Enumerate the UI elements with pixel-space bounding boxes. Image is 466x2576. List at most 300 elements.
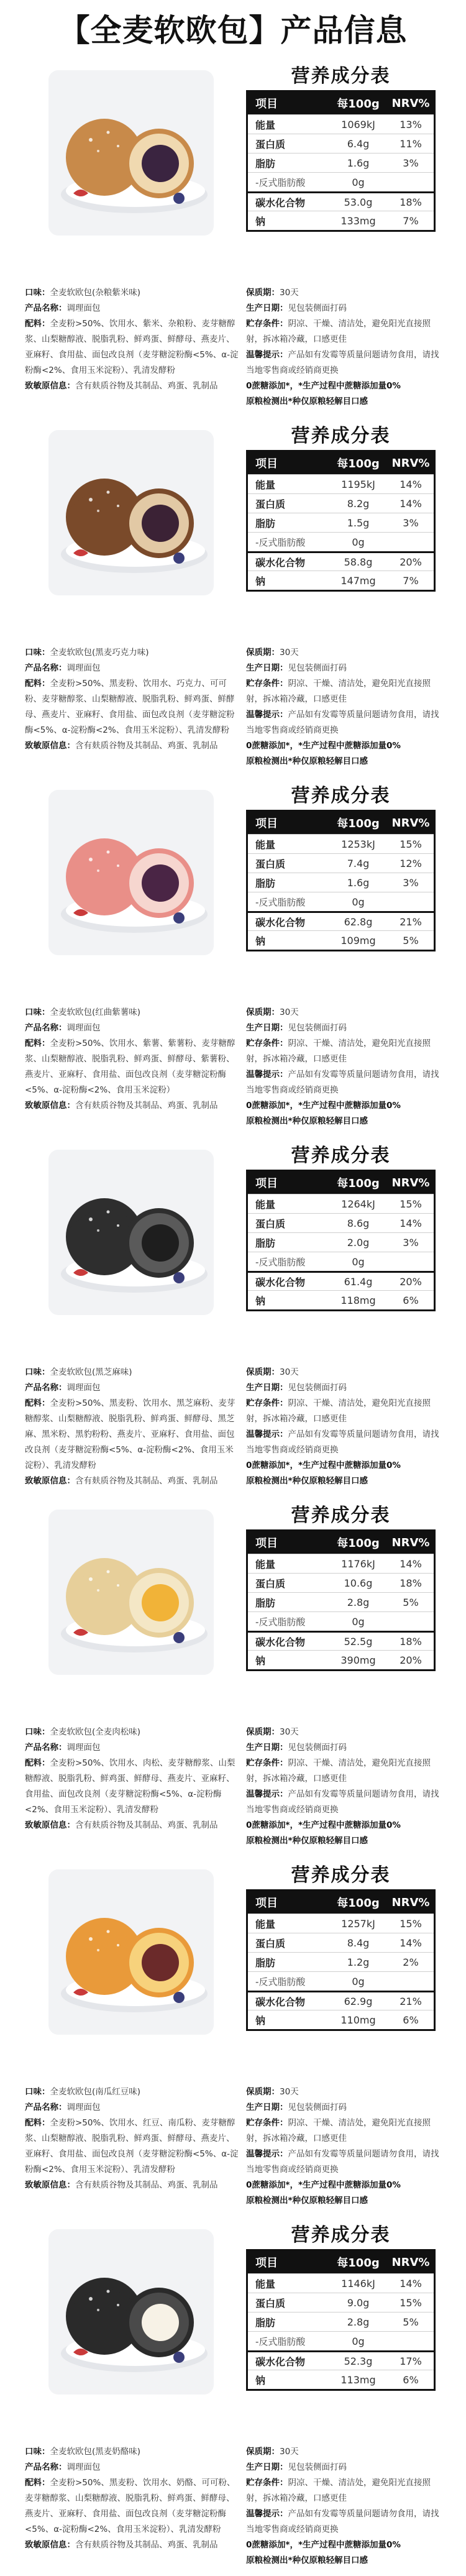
allergen-check-label: 原粮检测出 [246,2555,288,2565]
row-protein [248,1213,434,1232]
nutrient-value: 1195kJ [341,478,375,490]
shelf-value: 30天 [280,288,299,298]
ingredients-label: 配料： [25,2118,50,2128]
nutrient-value: 58.8g [344,556,373,568]
nutrient-nrv: 3% [403,1236,419,1249]
ingredients-line [25,2475,239,2537]
name-value: 调理面包 [66,1023,101,1033]
name-label: 产品名称： [25,2102,67,2112]
nutrient-label: 脂肪 [255,1956,276,1969]
storage-value: 阴凉、干燥、清洁处，避免阳光直接照射，拆冰箱冷藏，口感更佳 [246,1038,431,1064]
storage-label: 贮存条件： [246,1758,288,1768]
nutrition-panel [246,2222,436,2391]
bun-illustration [48,790,214,955]
nutrient-value: 110mg [340,2014,376,2026]
nutrient-nrv: 20% [400,556,422,568]
header-item: 项目 [255,457,278,470]
storage-value: 阴凉、干燥、清洁处，避免阳光直接照射，拆冰箱冷藏，口感更佳 [246,1398,431,1424]
flavor-line [25,1725,239,1740]
nutrient-value: 1.6g [347,876,370,889]
prod-date-line [246,661,445,676]
zero-sugar-note: *生产过程中蔗糖添加量0% [298,2540,401,2550]
shelf-label: 保质期： [246,1727,280,1737]
nutrient-nrv: 17% [400,2355,422,2367]
row-protein [248,853,434,873]
name-line [25,661,239,676]
allergen-value: 含有麸质谷物及其制品、鸡蛋、乳制品 [75,741,218,751]
nutrient-value: 0g [352,2335,365,2347]
allergen-check-note: *种仅原粮轻解目口感 [288,2555,368,2565]
nutrient-value: 1.2g [347,1956,370,1968]
flavor-line [25,645,239,661]
prod-date-label: 生产日期： [246,1383,288,1393]
nutrition-title: 营养成分表 [291,1145,391,1167]
allergen-line [25,2178,239,2193]
nutrient-label: 脂肪 [255,1237,276,1249]
nutrition-table-header [248,2251,434,2273]
bun-illustration [48,430,214,595]
flavor-line [25,285,239,301]
allergen-label: 致敏原信息： [25,2180,75,2190]
ingredients-value: 全麦粉>50%、饮用水、紫薯、紫薯粉、麦芽糖醇浆、山梨糖醇液、脱脂乳粉、鲜鸡蛋、鲜酵母、紫薯粉、燕麦片、亚麻籽、食用盐、面包改良剂（麦芽糖淀粉酶<5%、α-淀粉酶<2%、食用玉米淀粉） [25,1038,235,1095]
ingredients-line [25,1036,239,1098]
row-energy [248,114,434,134]
ingredients-value: 全麦粉>50%、黑麦粉、饮用水、巧克力、可可粉、麦芽糖醇浆、山梨糖醇液、脱脂乳粉、鲜鸡蛋、鲜酵母、燕麦片、亚麻籽、食用盐、面包改良剂（麦芽糖淀粉酶<5%、α-淀粉酶<2%、食用玉米淀粉）、乳清发酵粉 [25,679,235,735]
nutrient-nrv: 3% [403,157,419,169]
nutrient-label: 脂肪 [255,1597,276,1609]
bun-illustration [48,1150,214,1315]
allergen-label: 致敏原信息： [25,381,75,391]
zero-sugar-label: 0蔗糖添加*， [246,1101,298,1111]
allergen-check-line [246,754,445,769]
nutrition-panel [246,1862,436,2031]
product-section-4 [0,1135,466,1495]
flavor-line [25,2084,239,2100]
row-fat [248,513,434,532]
nutrient-label: 蛋白质 [255,858,286,870]
nutrition-table [246,1529,436,1671]
header-item: 项目 [255,1897,278,1910]
header-nrv: NRV% [391,2255,430,2269]
header-per100g: 每100g [337,98,380,111]
nutrient-nrv: 2% [403,1956,419,1968]
nutrient-value: 147mg [340,574,376,587]
row-sodium [248,1650,434,1669]
name-line [25,1380,239,1396]
storage-label: 贮存条件： [246,1038,288,1048]
row-sodium [248,1290,434,1309]
header-nrv: NRV% [391,456,430,470]
nutrient-label: 蛋白质 [255,1937,286,1950]
nutrition-title: 营养成分表 [291,2224,391,2246]
product-storage-info [246,1725,445,1849]
name-value: 调理面包 [66,1743,101,1753]
nutrient-value: 10.6g [344,1577,373,1589]
shelf-line [246,645,445,661]
nutrient-label: -反式脂肪酸 [255,536,306,548]
product-section-3 [0,776,466,1135]
allergen-check-label: 原粮检测出 [246,1116,288,1126]
product-photo [48,1869,214,2035]
nutrient-nrv: 15% [400,838,422,850]
nutrition-panel [246,423,436,592]
nutrient-nrv: 15% [400,1917,422,1930]
row-trans-fat [248,2331,434,2350]
product-photo [48,70,214,236]
product-details [25,2084,239,2193]
product-photo [48,1510,214,1675]
nutrient-value: 0g [352,536,365,548]
header-per100g: 每100g [337,2257,380,2270]
row-carbohydrate [248,2350,434,2370]
storage-value: 阴凉、干燥、清洁处，避免阳光直接照射，拆冰箱冷藏，口感更佳 [246,319,431,344]
zero-sugar-note: *生产过程中蔗糖添加量0% [298,741,401,751]
shelf-value: 30天 [280,1727,299,1737]
nutrient-value: 0g [352,1975,365,1987]
warm-value: 产品如有发霉等质量问题请勿食用，请找当地零售商或经销商更换 [246,1429,439,1455]
flavor-label: 口味： [25,2087,50,2097]
allergen-value: 含有麸质谷物及其制品、鸡蛋、乳制品 [75,1820,218,1830]
row-trans-fat [248,1971,434,1991]
allergen-check-line [246,2193,445,2209]
header-item: 项目 [255,817,278,830]
storage-value: 阴凉、干燥、清洁处，避免阳光直接照射，拆冰箱冷藏，口感更佳 [246,2478,431,2503]
product-photo [48,1150,214,1315]
zero-sugar-line [246,1818,445,1833]
nutrient-label: 脂肪 [255,157,276,170]
product-details [25,645,239,754]
nutrient-label: 能量 [255,838,276,851]
warm-value: 产品如有发霉等质量问题请勿食用，请找当地零售商或经销商更换 [246,710,439,735]
row-carbohydrate [248,1631,434,1650]
nutrient-value: 61.4g [344,1275,373,1288]
warm-label: 温馨提示： [246,1789,288,1799]
nutrition-table-header [248,92,434,114]
allergen-value: 含有麸质谷物及其制品、鸡蛋、乳制品 [75,381,218,391]
allergen-line [25,378,239,394]
allergen-line [25,1474,239,1489]
row-trans-fat [248,892,434,911]
nutrient-value: 1069kJ [341,118,375,131]
allergen-check-note: *种仅原粮轻解目口感 [288,1476,368,1486]
shelf-line [246,285,445,301]
row-sodium [248,930,434,950]
shelf-value: 30天 [280,1007,299,1017]
row-protein [248,134,434,153]
nutrient-nrv: 15% [400,2296,422,2309]
header-per100g: 每100g [337,457,380,470]
row-trans-fat [248,1252,434,1271]
product-details [25,1725,239,1833]
zero-sugar-line [246,378,445,394]
shelf-value: 30天 [280,1367,299,1377]
name-line [25,2460,239,2475]
ingredients-label: 配料： [25,1758,50,1768]
flavor-line [25,1005,239,1020]
row-energy [248,1194,434,1213]
nutrient-value: 1176kJ [341,1557,375,1570]
nutrient-label: 钠 [255,1654,266,1667]
nutrient-value: 8.6g [347,1217,370,1229]
nutrient-label: 能量 [255,2278,276,2290]
nutrient-value: 113mg [340,2373,376,2386]
warm-label: 温馨提示： [246,1070,288,1079]
ingredients-line [25,316,239,378]
storage-label: 贮存条件： [246,679,288,689]
row-carbohydrate [248,911,434,930]
row-trans-fat [248,1611,434,1631]
shelf-label: 保质期： [246,2087,280,2097]
ingredients-label: 配料： [25,1038,50,1048]
row-energy [248,1914,434,1933]
allergen-check-note: *种仅原粮轻解目口感 [288,396,368,406]
warm-value: 产品如有发霉等质量问题请勿食用，请找当地零售商或经销商更换 [246,1789,439,1815]
zero-sugar-label: 0蔗糖添加*， [246,1820,298,1830]
shelf-line [246,2444,445,2460]
nutrient-label: -反式脂肪酸 [255,1256,306,1268]
warm-label: 温馨提示： [246,1429,288,1439]
flavor-label: 口味： [25,648,50,658]
ingredients-line [25,1756,239,1818]
product-storage-info [246,645,445,769]
prod-date-line [246,1740,445,1756]
warm-line [246,1787,445,1818]
shelf-value: 30天 [280,2447,299,2457]
prod-date-label: 生产日期： [246,1023,288,1033]
allergen-check-note: *种仅原粮轻解目口感 [288,2196,368,2206]
prod-date-value: 见包装侧面打码 [288,2462,347,2472]
ingredients-line [25,676,239,738]
nutrient-nrv: 5% [403,2316,419,2328]
prod-date-label: 生产日期： [246,2462,288,2472]
nutrition-title: 营养成分表 [291,1505,391,1526]
nutrient-label: 能量 [255,1558,276,1570]
nutrient-value: 2.0g [347,1236,370,1249]
flavor-value: 全麦软欧包(全麦肉松味) [50,1727,141,1737]
product-storage-info [246,2444,445,2569]
zero-sugar-note: *生产过程中蔗糖添加量0% [298,1460,401,1470]
nutrient-value: 62.9g [344,1995,373,2007]
prod-date-value: 见包装侧面打码 [288,2102,347,2112]
name-value: 调理面包 [66,303,101,313]
header-nrv: NRV% [391,96,430,110]
nutrient-label: 钠 [255,2014,266,2027]
ingredients-value: 全麦粉>50%、饮用水、紫米、杂粮粉、麦芽糖醇浆、山梨糖醇液、脱脂乳粉、鲜鸡蛋、鲜酵母、燕麦片、亚麻籽、食用盐、面包改良剂（麦芽糖淀粉酶<5%、α-淀粉酶<2%、食用玉米淀粉）、乳清发酵粉 [25,319,239,375]
nutrient-label: -反式脂肪酸 [255,1616,306,1628]
zero-sugar-label: 0蔗糖添加*， [246,2180,298,2190]
flavor-value: 全麦软欧包(黑麦奶酪味) [50,2447,141,2457]
name-label: 产品名称： [25,1023,67,1033]
storage-value: 阴凉、干燥、清洁处，避免阳光直接照射，拆冰箱冷藏，口感更佳 [246,1758,431,1784]
prod-date-line [246,301,445,316]
product-list [0,56,466,2575]
header-item: 项目 [255,98,278,111]
zero-sugar-note: *生产过程中蔗糖添加量0% [298,1820,401,1830]
storage-line [246,316,445,347]
nutrient-label: 钠 [255,215,266,227]
warm-label: 温馨提示： [246,350,288,360]
prod-date-label: 生产日期： [246,303,288,313]
nutrient-label: 碳水化合物 [255,1636,306,1648]
row-protein [248,2293,434,2312]
nutrient-value: 0g [352,176,365,188]
allergen-value: 含有麸质谷物及其制品、鸡蛋、乳制品 [75,2540,218,2550]
warm-line [246,347,445,378]
nutrition-panel [246,1142,436,1311]
header-per100g: 每100g [337,1177,380,1190]
nutrient-nrv: 21% [400,1995,422,2007]
zero-sugar-note: *生产过程中蔗糖添加量0% [298,1101,401,1111]
allergen-check-note: *种仅原粮轻解目口感 [288,1116,368,1126]
warm-line [246,707,445,738]
nutrition-panel [246,782,436,951]
nutrient-nrv: 3% [403,516,419,529]
product-storage-info [246,1005,445,1129]
row-trans-fat [248,172,434,191]
header-nrv: NRV% [391,1176,430,1189]
allergen-check-line [246,2553,445,2569]
product-details [25,1365,239,1489]
bun-illustration [48,1510,214,1675]
ingredients-line [25,1396,239,1474]
allergen-label: 致敏原信息： [25,1820,75,1830]
nutrient-label: 蛋白质 [255,1577,286,1590]
warm-label: 温馨提示： [246,2509,288,2519]
product-details [25,1005,239,1114]
nutrient-value: 133mg [340,214,376,227]
name-line [25,2100,239,2115]
nutrition-title: 营养成分表 [291,785,391,807]
shelf-label: 保质期： [246,1007,280,1017]
header-item: 项目 [255,1537,278,1550]
flavor-label: 口味： [25,2447,50,2457]
warm-value: 产品如有发霉等质量问题请勿食用，请找当地零售商或经销商更换 [246,1070,439,1095]
product-section-7 [0,2215,466,2575]
shelf-label: 保质期： [246,2447,280,2457]
page-header [0,0,466,56]
name-value: 调理面包 [66,2462,101,2472]
nutrient-label: 钠 [255,575,266,587]
shelf-label: 保质期： [246,1367,280,1377]
flavor-label: 口味： [25,1007,50,1017]
row-fat [248,2312,434,2331]
nutrition-title: 营养成分表 [291,1864,391,1886]
nutrient-nrv: 18% [400,1635,422,1648]
name-line [25,1740,239,1756]
warm-label: 温馨提示： [246,710,288,720]
nutrient-value: 9.0g [347,2296,370,2309]
nutrient-nrv: 3% [403,876,419,889]
row-sodium [248,571,434,590]
nutrient-nrv: 13% [400,118,422,131]
nutrient-nrv: 14% [400,1937,422,1949]
nutrition-table [246,810,436,951]
nutrient-nrv: 18% [400,196,422,208]
ingredients-value: 全麦粉>50%、黑麦粉、饮用水、黑芝麻粉、麦芽糖醇浆、山梨糖醇液、脱脂乳粉、鲜鸡蛋、鲜酵母、黑芝麻、黑米粉、黑豹粉粉、燕麦片、亚麻籽、食用盐、面包改良剂（麦芽糖淀粉酶<5%、α-淀粉酶<2%、食用玉米淀粉）、乳清发酵粉 [25,1398,235,1470]
nutrient-nrv: 7% [403,214,419,227]
zero-sugar-line [246,1098,445,1114]
storage-line [246,2115,445,2147]
nutrition-table [246,1889,436,2031]
ingredients-label: 配料： [25,2478,50,2488]
name-label: 产品名称： [25,1743,67,1753]
bun-illustration [48,70,214,236]
row-fat [248,1232,434,1252]
nutrient-nrv: 6% [403,2014,419,2026]
nutrient-nrv: 5% [403,1596,419,1608]
header-nrv: NRV% [391,1536,430,1549]
nutrient-value: 2.8g [347,1596,370,1608]
storage-line [246,676,445,707]
nutrient-label: 碳水化合物 [255,1996,306,2008]
header-per100g: 每100g [337,1897,380,1910]
row-carbohydrate [248,1991,434,2010]
nutrient-nrv: 7% [403,574,419,587]
storage-label: 贮存条件： [246,2118,288,2128]
prod-date-line [246,2100,445,2115]
nutrient-nrv: 15% [400,1198,422,1210]
shelf-line [246,1005,445,1020]
nutrient-nrv: 20% [400,1275,422,1288]
row-protein [248,1573,434,1592]
ingredients-line [25,2115,239,2178]
prod-date-label: 生产日期： [246,2102,288,2112]
nutrient-value: 52.3g [344,2355,373,2367]
allergen-check-line [246,1474,445,1489]
row-protein [248,493,434,513]
nutrient-label: -反式脂肪酸 [255,2335,306,2347]
storage-label: 贮存条件： [246,1398,288,1408]
ingredients-value: 全麦粉>50%、黑麦粉、饮用水、奶酪、可可粉、麦芽糖醇浆、山梨糖醇液、脱脂乳粉、鲜鸡蛋、鲜酵母、燕麦片、亚麻籽、食用盐、面包改良剂（麦芽糖淀粉酶<5%、α-淀粉酶<2%、食用玉米淀粉）、乳清发酵粉 [25,2478,235,2534]
zero-sugar-label: 0蔗糖添加*， [246,2540,298,2550]
product-storage-info [246,1365,445,1489]
allergen-check-label: 原粮检测出 [246,1476,288,1486]
flavor-line [25,2444,239,2460]
product-details [25,285,239,394]
allergen-line [25,1098,239,1114]
allergen-check-label: 原粮检测出 [246,2196,288,2206]
nutrient-value: 1264kJ [341,1198,375,1210]
nutrient-label: 能量 [255,119,276,131]
nutrition-table [246,2249,436,2391]
nutrient-nrv: 14% [400,1557,422,1570]
allergen-check-line [246,1833,445,1849]
allergen-label: 致敏原信息： [25,1101,75,1111]
prod-date-label: 生产日期： [246,1743,288,1753]
product-photo [48,2229,214,2395]
zero-sugar-label: 0蔗糖添加*， [246,741,298,751]
row-energy [248,474,434,493]
flavor-value: 全麦软欧包(黑麦巧克力味) [50,648,149,658]
header-nrv: NRV% [391,1895,430,1909]
flavor-label: 口味： [25,288,50,298]
flavor-label: 口味： [25,1367,50,1377]
storage-line [246,1036,445,1067]
row-sodium [248,2010,434,2029]
nutrient-value: 8.4g [347,1937,370,1949]
ingredients-label: 配料： [25,319,50,329]
nutrient-nrv: 11% [400,137,422,150]
nutrient-value: 6.4g [347,137,370,150]
prod-date-value: 见包装侧面打码 [288,303,347,313]
ingredients-label: 配料： [25,679,50,689]
product-photo [48,430,214,595]
name-label: 产品名称： [25,2462,67,2472]
storage-value: 阴凉、干燥、清洁处，避免阳光直接照射，拆冰箱冷藏，口感更佳 [246,2118,431,2143]
allergen-check-label: 原粮检测出 [246,396,288,406]
nutrient-value: 1.6g [347,157,370,169]
nutrient-nrv: 18% [400,1577,422,1589]
